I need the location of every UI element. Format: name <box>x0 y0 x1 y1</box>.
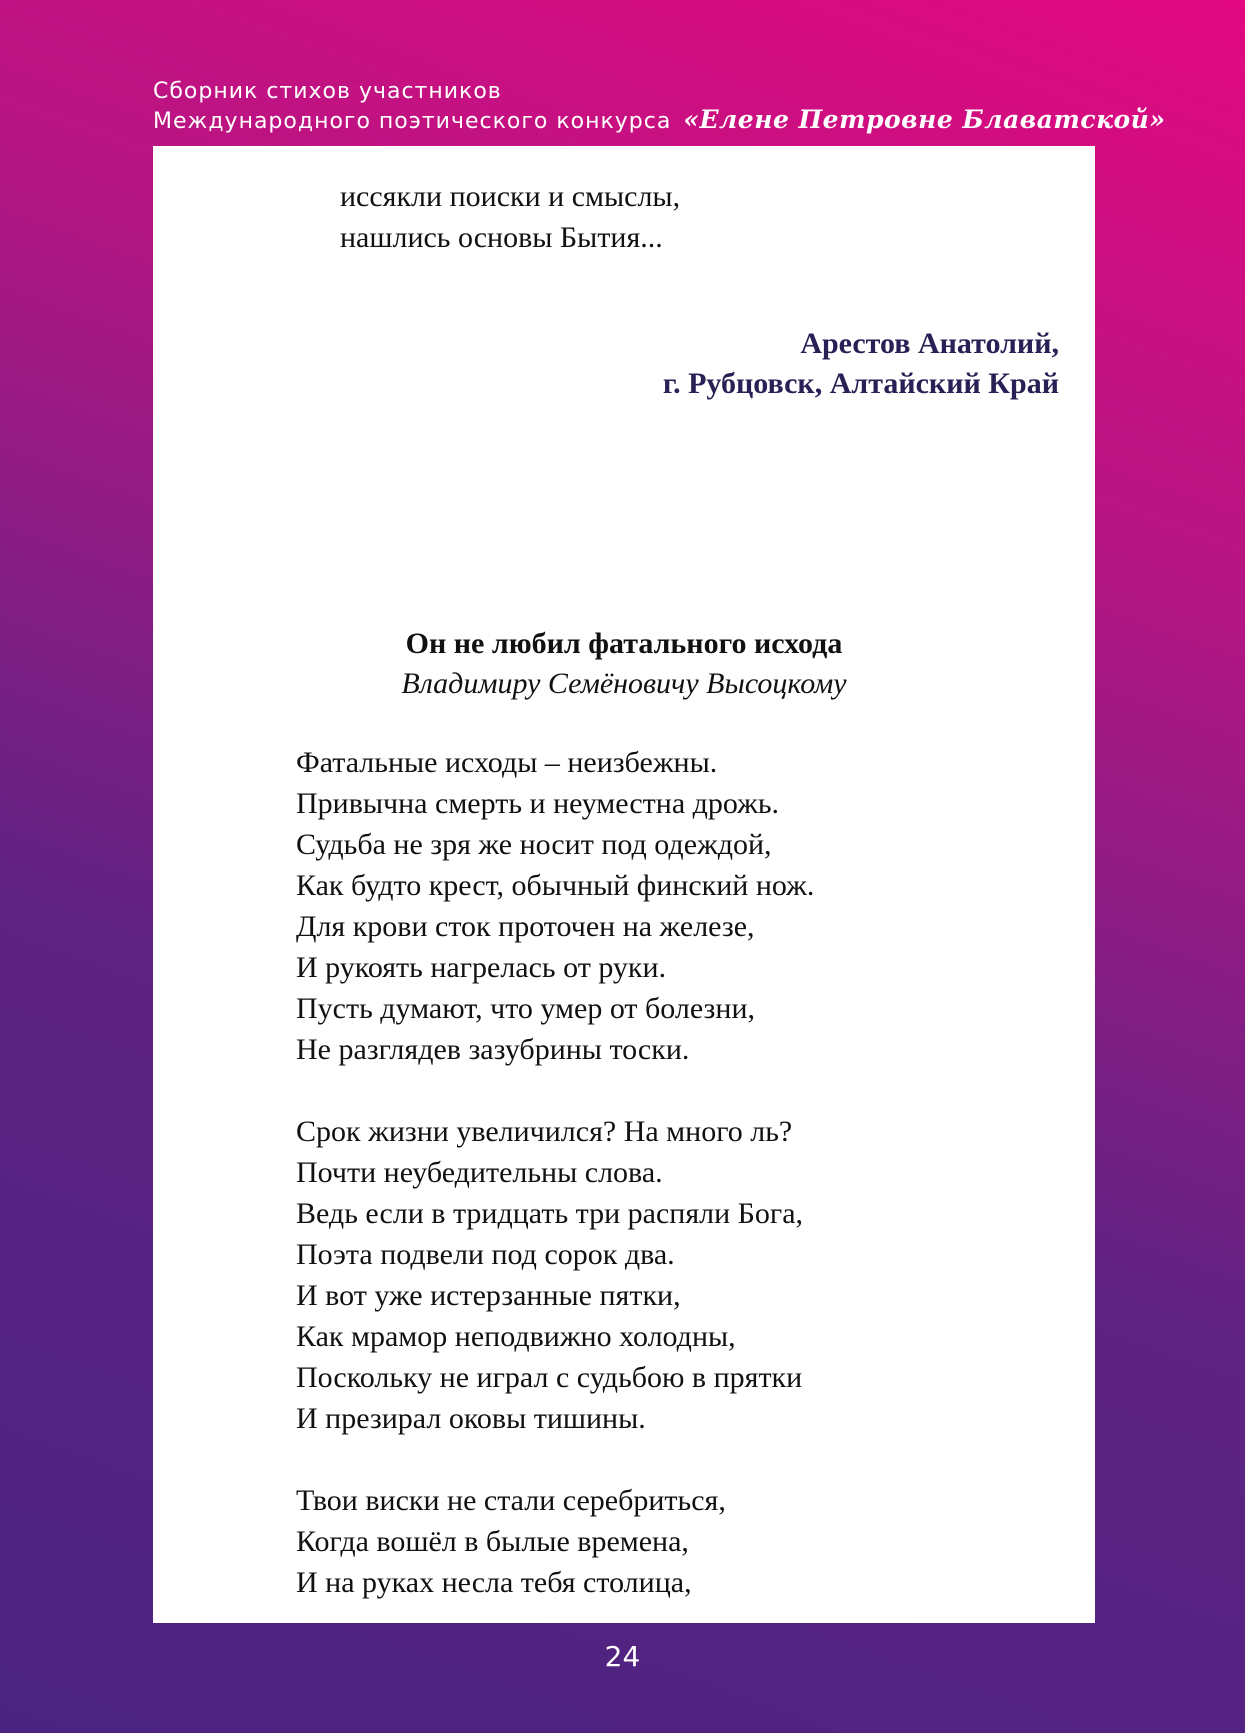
poem-line: иссякли поиски и смыслы, <box>340 180 681 213</box>
poem-line: Как будто крест, обычный финский нож. <box>296 869 815 902</box>
poem-line: Поскольку не играл с судьбою в прятки <box>296 1361 803 1394</box>
poem-line: Когда вошёл в былые времена, <box>296 1525 689 1558</box>
poem-line: нашлись основы Бытия... <box>340 221 663 254</box>
poem-line: Не разглядев зазубрины тоски. <box>296 1033 690 1066</box>
page-header <box>153 78 1166 136</box>
page-number: 24 <box>604 1640 641 1673</box>
author-signature <box>663 324 1059 404</box>
poem-line: И вот уже истерзанные пятки, <box>296 1279 681 1312</box>
poem-line: Для крови сток проточен на железе, <box>296 910 755 943</box>
poem-line: Почти неубедительны слова. <box>296 1156 663 1189</box>
poem-line: Судьба не зря же носит под одеждой, <box>296 828 772 861</box>
poem-line: И на руках несла тебя столица, <box>296 1566 692 1599</box>
poem-line: Поэта подвели под сорок два. <box>296 1238 675 1271</box>
poem-line: Твои виски не стали серебриться, <box>296 1484 726 1517</box>
previous-poem-ending <box>340 176 680 258</box>
poem-body <box>296 742 814 1603</box>
poem-title: Он не любил фатального исхода <box>405 627 843 660</box>
header-collection-title: Сборник стихов участников <box>153 79 502 104</box>
poem-dedication: Владимиру Семёновичу Высоцкому <box>401 667 847 700</box>
poem-line: Фатальные исходы – неизбежны. <box>296 746 718 779</box>
poem-heading <box>153 624 1095 704</box>
stanza <box>296 1111 814 1439</box>
author-place: г. Рубцовск, Алтайский Край <box>662 367 1059 400</box>
header-contest-line <box>153 105 1166 136</box>
stanza <box>296 742 814 1070</box>
poem-line: Привычна смерть и неуместна дрожь. <box>296 787 780 820</box>
header-contest-description: Международного поэтического конкурса <box>153 109 672 134</box>
poem-line: Пусть думают, что умер от болезни, <box>296 992 756 1025</box>
page-sheet <box>153 146 1095 1623</box>
poem-line: И рукоять нагрелась от руки. <box>296 951 667 984</box>
author-name: Арестов Анатолий, <box>800 327 1059 360</box>
poem-line: Ведь если в тридцать три распяли Бога, <box>296 1197 804 1230</box>
stanza <box>296 1480 814 1603</box>
poem-line: Срок жизни увеличился? На много ль? <box>296 1115 793 1148</box>
header-contest-name: «Елене Петровне Блаватской» <box>683 105 1166 134</box>
poem-line: Как мрамор неподвижно холодны, <box>296 1320 736 1353</box>
poem-line: И презирал оковы тишины. <box>296 1402 646 1435</box>
